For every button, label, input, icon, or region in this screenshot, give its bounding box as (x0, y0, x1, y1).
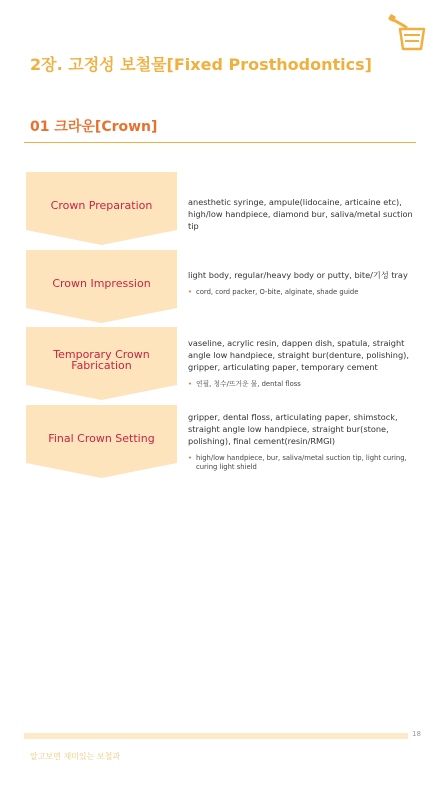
page-number: 18 (412, 730, 421, 738)
step-label: Crown Preparation (50, 198, 153, 212)
step-crown-impression (26, 250, 177, 323)
step-crown-preparation (26, 172, 177, 245)
step-description (188, 337, 423, 389)
supplementary-note: • high/low handpiece, bur, saliva/metal suction tip, light curing, curing light shield (188, 454, 423, 472)
footer-bar (24, 733, 408, 739)
step-description (188, 269, 423, 297)
supplementary-note: • 연필, 청수/뜨거운 물, dental floss (188, 380, 423, 389)
instrument-list: vaseline, acrylic resin, dappen dish, spatula, straight angle low handpiece, straight bur(denture, polishing), gripper, articulating paper, temporary cement (188, 338, 409, 372)
step-description (188, 411, 423, 472)
step-temporary-crown-fabrication (26, 327, 177, 400)
section-title: 01 크라운[Crown] (30, 119, 158, 135)
step-label: Temporary Crown Fabrication (53, 348, 150, 372)
instrument-list: anesthetic syringe, ampule(lidocaine, articaine etc), high/low handpiece, diamond bur, saliva/metal suction tip (188, 197, 413, 231)
step-label: Crown Impression (52, 276, 151, 290)
brush-cup-icon (386, 13, 430, 53)
instrument-list: light body, regular/heavy body or putty, bite/기성 tray (188, 270, 408, 280)
section-divider (24, 142, 416, 143)
supplementary-note: • cord, cord packer, O-bite, alginate, shade guide (188, 288, 423, 297)
step-label: Final Crown Setting (48, 431, 155, 445)
chapter-title: 2장. 고정성 보철물[Fixed Prosthodontics] (30, 55, 372, 74)
step-final-crown-setting (26, 405, 177, 478)
instrument-list: gripper, dental floss, articulating paper, shimstock, straight angle low handpiece, straight bur(stone, polishing), final cement(resin/RMGI) (188, 412, 398, 446)
footer-text: 알고보면 재미있는 보철과 (30, 752, 121, 761)
step-description (188, 196, 423, 232)
